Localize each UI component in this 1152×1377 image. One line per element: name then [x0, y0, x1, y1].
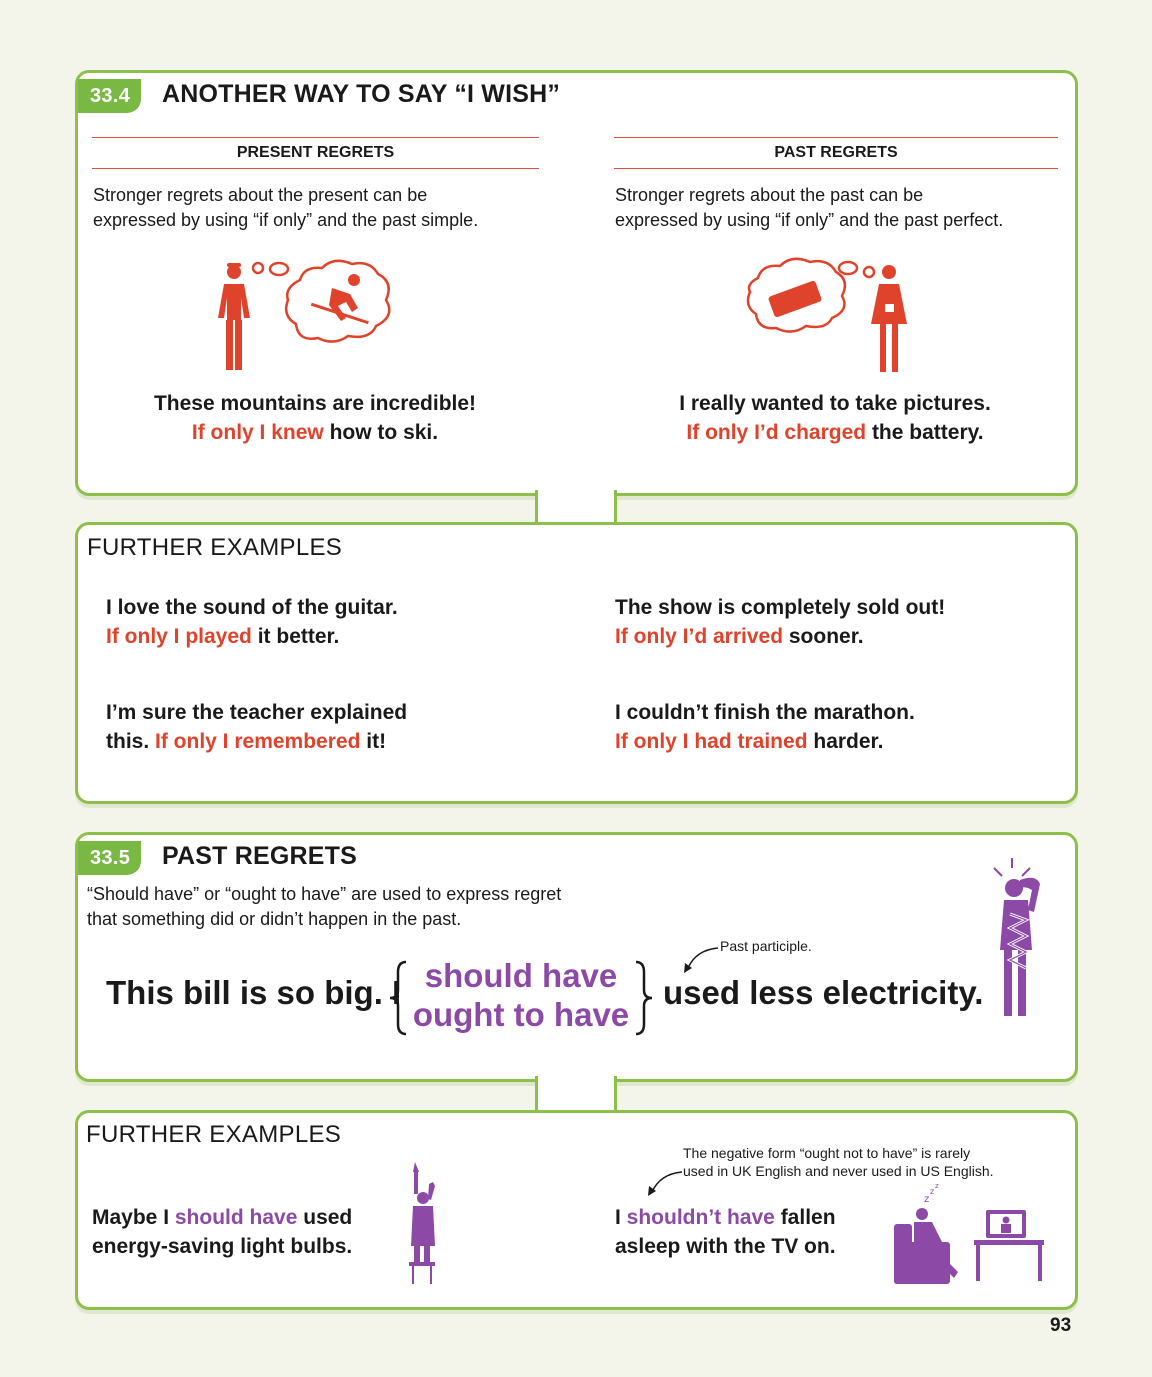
right-brace — [634, 960, 654, 1036]
person-dreaming-battery-icon — [748, 258, 918, 383]
past-regrets-heading: PAST REGRETS — [614, 137, 1058, 169]
past-participle-annotation: Past participle. — [720, 938, 812, 954]
example-light-bulbs: Maybe I should have used energy-saving light bulbs. — [92, 1206, 353, 1258]
section-title: PAST REGRETS — [162, 842, 358, 870]
svg-text:z: z — [924, 1194, 930, 1205]
sentence-start: This bill is so big. I — [106, 974, 402, 1011]
example-tv: I shouldn’t have fallen asleep with the TV on. — [615, 1206, 836, 1258]
sentence-end: used less electricity. — [663, 974, 984, 1011]
annotation-arrow-icon — [682, 945, 722, 977]
person-with-long-bill-icon — [990, 858, 1050, 1020]
example-teacher: I’m sure the teacher explained this. If only I remembered it! — [106, 701, 408, 753]
note-arrow-icon — [646, 1168, 686, 1200]
section-badge: 33.5 — [78, 841, 141, 875]
further-examples-heading: FURTHER EXAMPLES — [87, 534, 343, 561]
person-changing-bulb-icon — [405, 1162, 441, 1286]
present-description: Stronger regrets about the present can be expressed by using “if only” and the past simple. — [93, 185, 479, 230]
person-dreaming-ski-icon — [212, 258, 397, 383]
negative-form-note: The negative form “ought not to have” is rarely used in UK English and never used in US English. — [683, 1145, 994, 1179]
example-marathon: I couldn’t finish the marathon. If only I had trained harder. — [615, 701, 915, 753]
present-regrets-heading: PRESENT REGRETS — [92, 137, 539, 169]
further-examples-heading: FURTHER EXAMPLES — [86, 1121, 342, 1148]
past-regrets-description: “Should have” or “ought to have” are used to express regret that something did or didn’t happen in the past. — [87, 884, 562, 929]
example-guitar: I love the sound of the guitar. If only I played it better. — [106, 596, 398, 648]
example-show: The show is completely sold out! If only I’d arrived sooner. — [615, 596, 946, 648]
left-brace — [388, 960, 408, 1036]
panel-connector — [535, 1076, 617, 1112]
svg-text:z: z — [930, 1187, 935, 1196]
page-number: 93 — [1050, 1315, 1072, 1336]
further-examples-panel-1 — [75, 522, 1078, 804]
svg-text:z: z — [935, 1182, 939, 1190]
past-description: Stronger regrets about the past can be expressed by using “if only” and the past perfect. — [615, 185, 1004, 230]
section-badge: 33.4 — [78, 79, 141, 113]
panel-connector — [535, 490, 617, 524]
option-ought-to-have: ought to have — [412, 996, 630, 1033]
person-asleep-tv-icon — [892, 1184, 1047, 1288]
present-regret-example: These mountains are incredible! If only I knew how to ski. — [153, 392, 477, 444]
option-should-have: should have — [424, 957, 618, 994]
past-regret-example: I really wanted to take pictures. If only I’d charged the battery. — [679, 392, 991, 444]
section-title: ANOTHER WAY TO SAY “I WISH” — [162, 80, 561, 108]
